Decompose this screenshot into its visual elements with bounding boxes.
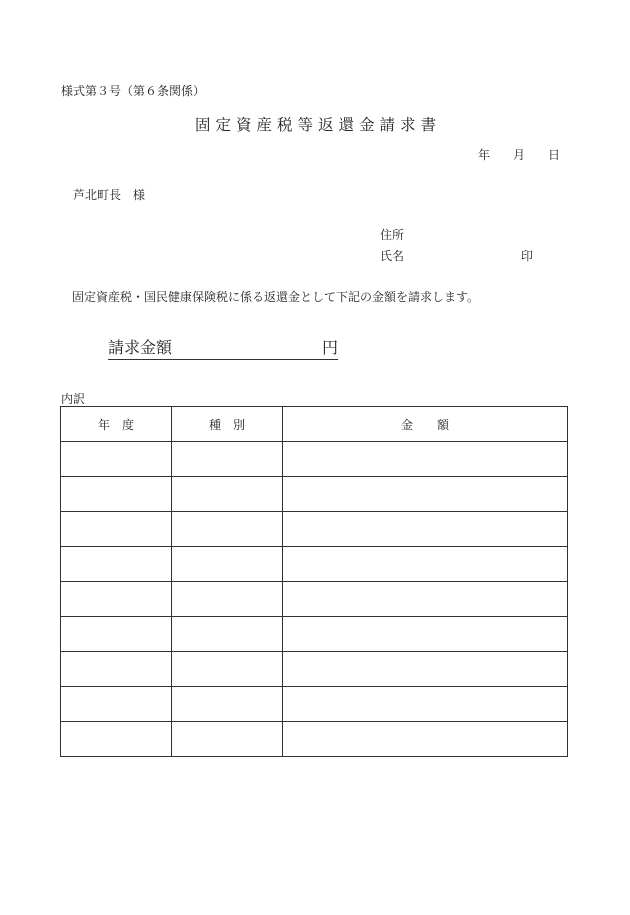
table-row: [61, 722, 568, 757]
date-month-label: 月: [513, 148, 526, 162]
table-row: [61, 582, 568, 617]
cell-type[interactable]: [172, 582, 283, 617]
cell-amount[interactable]: [283, 442, 568, 477]
cell-amount[interactable]: [283, 582, 568, 617]
name-label: 氏名: [380, 249, 405, 263]
cell-amount[interactable]: [283, 547, 568, 582]
request-statement: 固定資産税・国民健康保険税に係る返還金として下記の金額を請求します。: [72, 290, 480, 304]
breakdown-header-row: [61, 407, 568, 442]
claim-amount-unit: 円: [322, 335, 338, 360]
cell-year[interactable]: [61, 477, 172, 512]
cell-amount[interactable]: [283, 477, 568, 512]
cell-type[interactable]: [172, 442, 283, 477]
header-year: 年 度: [61, 407, 172, 442]
table-row: [61, 442, 568, 477]
breakdown-body: [61, 442, 568, 757]
table-row: [61, 652, 568, 687]
cell-type[interactable]: [172, 722, 283, 757]
header-type: 種 別: [172, 407, 283, 442]
cell-year[interactable]: [61, 547, 172, 582]
table-row: [61, 687, 568, 722]
cell-year[interactable]: [61, 442, 172, 477]
cell-year[interactable]: [61, 722, 172, 757]
table-row: [61, 617, 568, 652]
table-row: [61, 512, 568, 547]
breakdown-label: 内訳: [61, 392, 86, 406]
seal-mark: 印: [521, 249, 534, 263]
cell-amount[interactable]: [283, 617, 568, 652]
cell-type[interactable]: [172, 687, 283, 722]
document-title: 固定資産税等返還金請求書: [194, 116, 441, 134]
cell-type[interactable]: [172, 512, 283, 547]
claim-amount-label: 請求金額: [108, 335, 172, 360]
date-year-label: 年: [478, 148, 491, 162]
claim-amount-blank: [172, 340, 322, 360]
cell-year[interactable]: [61, 687, 172, 722]
cell-amount[interactable]: [283, 512, 568, 547]
cell-year[interactable]: [61, 617, 172, 652]
address-label: 住所: [380, 228, 405, 242]
claim-amount-line: [108, 335, 338, 360]
header-amount: 金 額: [283, 407, 568, 442]
table-row: [61, 547, 568, 582]
date-day-label: 日: [548, 148, 561, 162]
cell-year[interactable]: [61, 582, 172, 617]
cell-type[interactable]: [172, 617, 283, 652]
cell-year[interactable]: [61, 512, 172, 547]
cell-type[interactable]: [172, 477, 283, 512]
cell-type[interactable]: [172, 652, 283, 687]
cell-amount[interactable]: [283, 722, 568, 757]
cell-year[interactable]: [61, 652, 172, 687]
cell-amount[interactable]: [283, 652, 568, 687]
cell-amount[interactable]: [283, 687, 568, 722]
addressee: 芦北町長 様: [73, 188, 146, 202]
form-number: 様式第３号（第６条関係）: [61, 84, 206, 98]
cell-type[interactable]: [172, 547, 283, 582]
breakdown-table: [60, 406, 568, 757]
table-row: [61, 477, 568, 512]
